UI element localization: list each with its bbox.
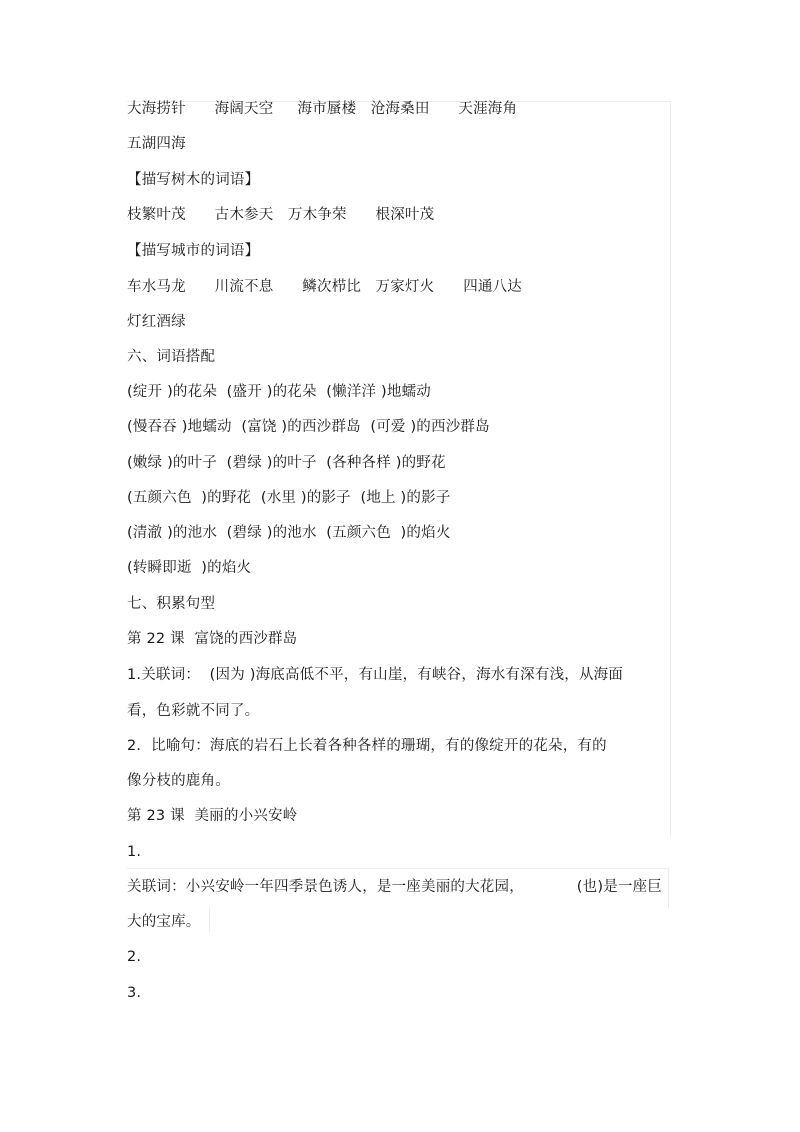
pairing-line: (五颜六色 )的野花 (水里 )的影子 (地上 )的影子 bbox=[127, 490, 451, 506]
sentence-text: 像分枝的鹿角。 bbox=[127, 773, 230, 789]
idiom-line-trees: 枝繁叶茂 古木参天 万木争荣 根深叶茂 bbox=[127, 207, 435, 223]
section-heading-6: 六、词语搭配 bbox=[127, 349, 216, 365]
sentence-text: 1.关联词： (因为 )海底高低不平，有山崖，有峡谷，海水有深有浅，从海面 bbox=[127, 667, 624, 683]
sentence-text: 2．比喻句：海底的岩石上长着各种各样的珊瑚，有的像绽开的花朵，有的 bbox=[127, 738, 607, 754]
item-number: 1. bbox=[127, 844, 142, 860]
heading-city: 【描写城市的词语】 bbox=[127, 243, 260, 259]
sentence-text: 大的宝库。 bbox=[127, 914, 201, 930]
lesson-23-title: 第 23 课 美丽的小兴安岭 bbox=[127, 808, 298, 824]
section-heading-7: 七、积累句型 bbox=[127, 596, 216, 612]
item-number: 3. bbox=[127, 985, 142, 1001]
idiom-line-sea-cont: 五湖四海 bbox=[127, 136, 186, 152]
pairing-line: (慢吞吞 )地蠕动 (富饶 )的西沙群岛 (可爱 )的西沙群岛 bbox=[127, 419, 490, 435]
idiom-line-city-cont: 灯红酒绿 bbox=[127, 314, 186, 330]
pairing-line: (绽开 )的花朵 (盛开 )的花朵 (懒洋洋 )地蠕动 bbox=[127, 384, 432, 400]
pairing-line: (转瞬即逝 )的焰火 bbox=[127, 560, 252, 576]
frame-line bbox=[670, 101, 671, 837]
sentence-text: 关联词：小兴安岭一年四季景色诱人，是一座美丽的大花园， (也)是一座巨 bbox=[127, 879, 663, 895]
heading-trees: 【描写树木的词语】 bbox=[127, 172, 260, 188]
frame-line bbox=[127, 868, 669, 869]
pairing-line: (清澈 )的池水 (碧绿 )的池水 (五颜六色 )的焰火 bbox=[127, 525, 451, 541]
pairing-line: (嫩绿 )的叶子 (碧绿 )的叶子 (各种各样 )的野花 bbox=[127, 455, 446, 471]
idiom-line-sea: 大海捞针 海阔天空 海市蜃楼 沧海桑田 天涯海角 bbox=[127, 101, 518, 117]
idiom-line-city: 车水马龙 川流不息 鳞次栉比 万家灯火 四通八达 bbox=[127, 279, 522, 295]
lesson-22-title: 第 22 课 富饶的西沙群岛 bbox=[127, 631, 298, 647]
frame-line bbox=[209, 906, 210, 932]
frame-line bbox=[668, 868, 669, 908]
item-number: 2. bbox=[127, 949, 142, 965]
sentence-text: 看，色彩就不同了。 bbox=[127, 703, 260, 719]
